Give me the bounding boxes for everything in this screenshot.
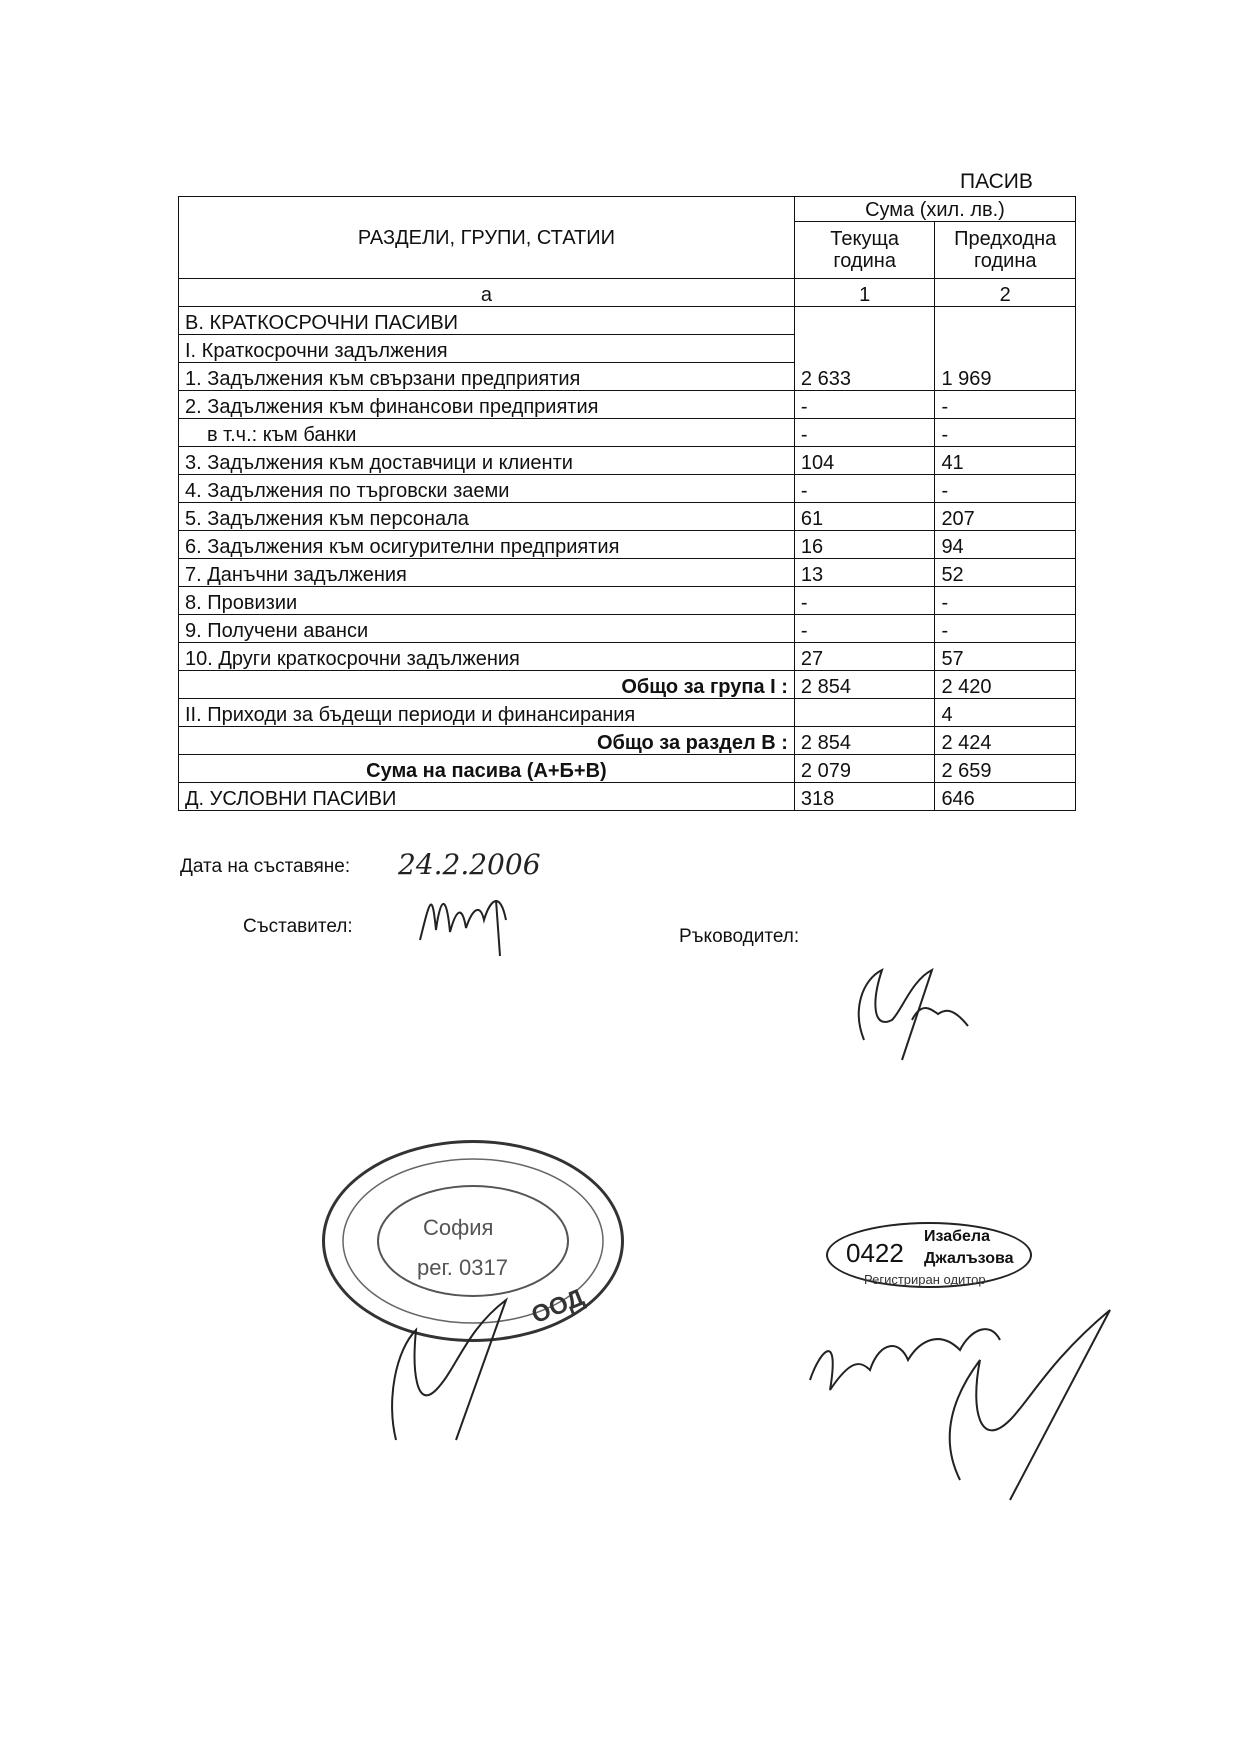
row-previous: 57 <box>935 643 1076 671</box>
table-row <box>179 699 1076 727</box>
row-previous: - <box>935 587 1076 615</box>
row-current: - <box>794 391 935 419</box>
row-previous: 52 <box>935 559 1076 587</box>
row-current: 13 <box>794 559 935 587</box>
header-row <box>179 197 1076 222</box>
date-value: 24.2.2006 <box>398 848 541 881</box>
grand-total-row <box>179 755 1076 783</box>
header-current-year: Текуща година <box>794 222 935 279</box>
row-label: 7. Данъчни задължения <box>179 559 795 587</box>
row-label: II. Приходи за бъдещи периоди и финансирания <box>179 699 795 727</box>
row-current: 2 079 <box>794 755 935 783</box>
table-row <box>179 503 1076 531</box>
header-sum: Сума (хил. лв.) <box>794 197 1075 222</box>
row-previous: 94 <box>935 531 1076 559</box>
column-index-row <box>179 279 1076 307</box>
group-total-row <box>179 671 1076 699</box>
auditor-first-name: Изабела <box>924 1228 990 1245</box>
manager-signature-icon <box>842 950 982 1070</box>
row-previous: 4 <box>935 699 1076 727</box>
row-previous: - <box>935 419 1076 447</box>
stamp-signature-icon <box>376 1290 536 1450</box>
row-previous: 646 <box>935 783 1076 811</box>
row-label: Общо за група I : <box>179 671 795 699</box>
row-previous: - <box>935 615 1076 643</box>
row-label: В. КРАТКОСРОЧНИ ПАСИВИ <box>179 307 795 335</box>
row-label: 2. Задължения към финансови предприятия <box>179 391 795 419</box>
row-current: 318 <box>794 783 935 811</box>
row-label: в т.ч.: към банки <box>179 419 795 447</box>
row-current: 2 854 <box>794 727 935 755</box>
header-sections: РАЗДЕЛИ, ГРУПИ, СТАТИИ <box>179 197 795 279</box>
liabilities-table <box>178 196 1076 811</box>
table-row <box>179 615 1076 643</box>
row-previous: 1 969 <box>935 363 1076 391</box>
col-index-1: 1 <box>794 279 935 307</box>
table-row <box>179 447 1076 475</box>
table-row <box>179 335 1076 363</box>
row-previous: 2 420 <box>935 671 1076 699</box>
row-current: - <box>794 615 935 643</box>
row-previous: - <box>935 391 1076 419</box>
auditor-number: 0422 <box>846 1238 904 1268</box>
row-current: 27 <box>794 643 935 671</box>
table-row <box>179 391 1076 419</box>
stamp-suffix: ООД <box>527 1283 589 1330</box>
table-row <box>179 559 1076 587</box>
row-current: 2 854 <box>794 671 935 699</box>
row-label: 4. Задължения по търговски заеми <box>179 475 795 503</box>
row-current: 104 <box>794 447 935 475</box>
row-label: Сума на пасива (А+Б+В) <box>179 755 795 783</box>
row-current: 2 633 <box>794 363 935 391</box>
row-previous: - <box>935 475 1076 503</box>
row-label: Общо за раздел В : <box>179 727 795 755</box>
table-row <box>179 419 1076 447</box>
col-index-a: а <box>179 279 795 307</box>
row-current: - <box>794 475 935 503</box>
header-previous-year: Предходна година <box>935 222 1076 279</box>
row-previous: 2 424 <box>935 727 1076 755</box>
manager-label: Ръководител: <box>679 926 800 947</box>
row-previous <box>935 335 1076 363</box>
stamp-line2: рег. 0317 <box>417 1255 508 1280</box>
table-row <box>179 531 1076 559</box>
auditor-title: Регистриран одитор <box>864 1272 986 1287</box>
row-current: 16 <box>794 531 935 559</box>
row-current: - <box>794 419 935 447</box>
table-row <box>179 643 1076 671</box>
table-row <box>179 307 1076 335</box>
row-previous <box>935 307 1076 335</box>
section-total-row <box>179 727 1076 755</box>
compiler-signature-icon <box>410 880 520 960</box>
row-label: 1. Задължения към свързани предприятия <box>179 363 795 391</box>
table-row <box>179 783 1076 811</box>
row-label: 3. Задължения към доставчици и клиенти <box>179 447 795 475</box>
stamp-line1: София <box>423 1215 494 1240</box>
row-previous: 2 659 <box>935 755 1076 783</box>
row-current <box>794 307 935 335</box>
row-label: 5. Задължения към персонала <box>179 503 795 531</box>
compiler-label: Съставител: <box>243 916 353 937</box>
row-previous: 41 <box>935 447 1076 475</box>
table-row <box>179 363 1076 391</box>
row-label: 10. Други краткосрочни задължения <box>179 643 795 671</box>
row-current <box>794 335 935 363</box>
row-current <box>794 699 935 727</box>
page-heading: ПАСИВ <box>960 170 1033 193</box>
auditor-last-name: Джалъзова <box>924 1250 1014 1267</box>
row-label: 6. Задължения към осигурителни предприятия <box>179 531 795 559</box>
row-label: I. Краткосрочни задължения <box>179 335 795 363</box>
table-row <box>179 475 1076 503</box>
auditor-signature-icon <box>790 1300 1130 1510</box>
col-index-2: 2 <box>935 279 1076 307</box>
row-previous: 207 <box>935 503 1076 531</box>
table-row <box>179 587 1076 615</box>
row-label: Д. УСЛОВНИ ПАСИВИ <box>179 783 795 811</box>
date-label: Дата на съставяне: <box>180 856 351 877</box>
row-label: 8. Провизии <box>179 587 795 615</box>
row-current: - <box>794 587 935 615</box>
auditor-stamp <box>826 1222 1032 1288</box>
row-label: 9. Получени аванси <box>179 615 795 643</box>
row-current: 61 <box>794 503 935 531</box>
